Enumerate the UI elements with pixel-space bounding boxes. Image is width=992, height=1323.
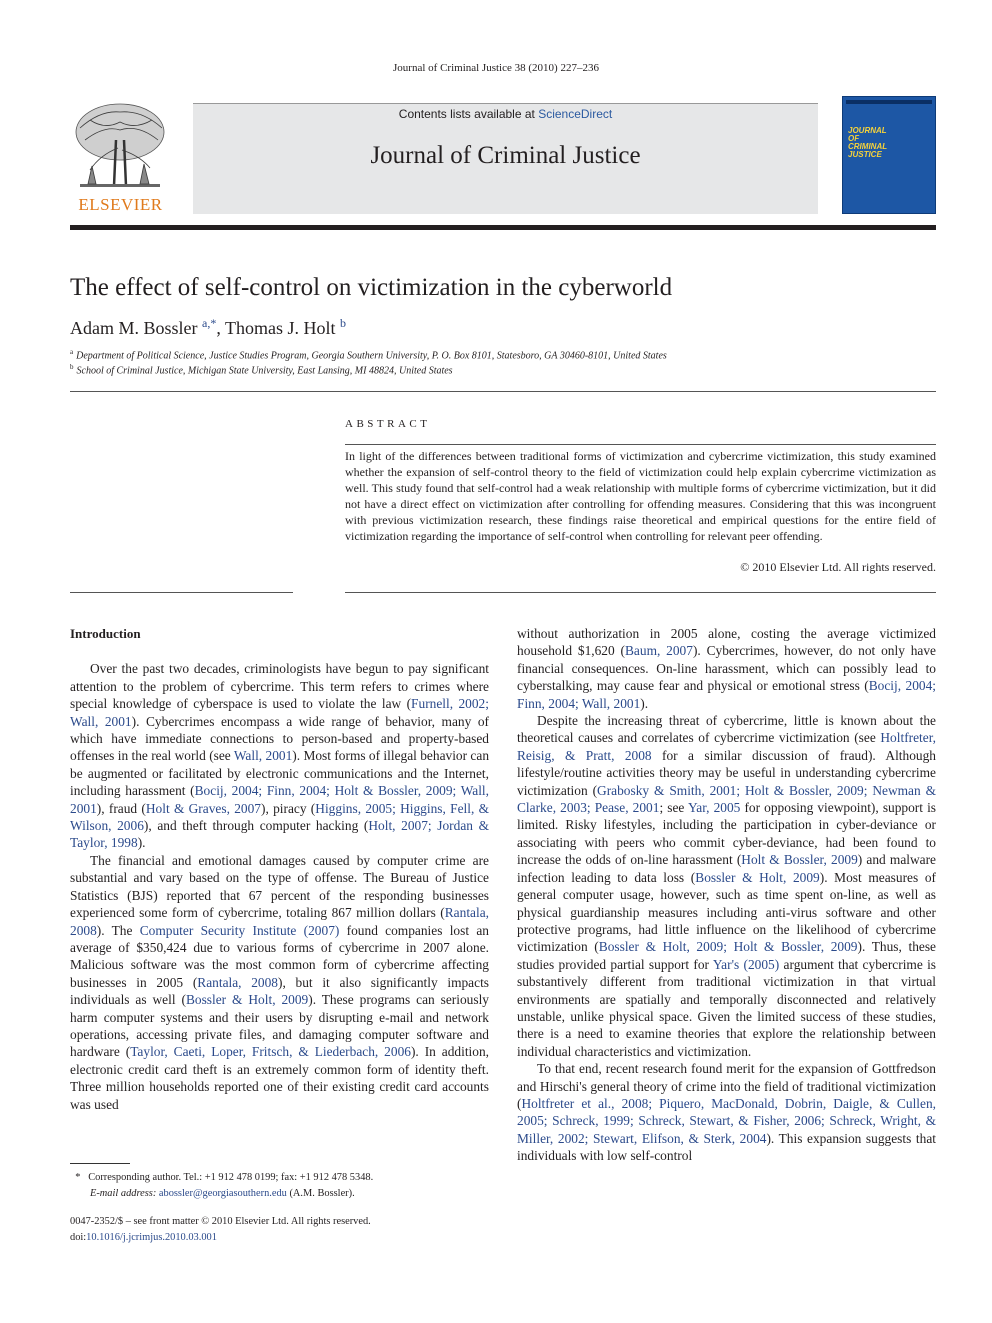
doi-prefix: doi: <box>70 1232 87 1243</box>
citation-link[interactable]: Holt & Graves, 2007 <box>145 800 261 816</box>
author-list <box>70 316 346 339</box>
cover-strip <box>846 100 932 104</box>
issn-line: 0047-2352/$ – see front matter © 2010 Elsevier Ltd. All rights reserved. <box>70 1216 371 1227</box>
citation-link[interactable]: Rantala, 2008 <box>197 974 279 990</box>
abstract-heading: ABSTRACT <box>345 418 431 430</box>
text-run: ). These programs can seriously harm computer systems and their users by disrupting e-mail and network operations, accessing private files, and damaging computer software and hardware ( <box>70 992 489 1060</box>
citation-link[interactable]: Holt, 2007; Jordan & Taylor, 1998 <box>70 818 489 851</box>
footnote-email <box>70 1186 489 1202</box>
text-run: ), fraud ( <box>96 800 146 816</box>
cover-title <box>848 127 887 159</box>
text-run: ) and malware infection leading to data loss ( <box>517 852 936 885</box>
citation-link[interactable]: Bocij, 2004; Finn, 2004; Holt & Bossler, 2009; Wall, 2001 <box>70 783 489 816</box>
elsevier-logo <box>70 100 171 214</box>
citation-link[interactable]: Furnell, 2002; Wall, 2001 <box>70 696 489 729</box>
header-rule <box>70 225 936 230</box>
text-run: for opposing viewpoint), support is limited. Risky lifestyles, including the participation in cyber-deviance or associating with peers who commit cyber-deviance, had been found to increase the odds of on-line harassment ( <box>517 800 937 868</box>
affiliation-a <box>70 348 667 361</box>
journal-header <box>193 103 818 214</box>
citation-link[interactable]: Computer Security Institute (2007) <box>139 922 340 938</box>
text-run: ). <box>640 695 649 711</box>
text-run: To that end, recent research found merit for the expansion of Gottfredson and Hirschi's general theory of crime into the field of traditional victimization ( <box>517 1061 936 1111</box>
citation-link[interactable]: Higgins, 2005; Higgins, Fell, & Wilson, 2006 <box>70 800 490 834</box>
cover-title-word: JUSTICE <box>848 150 882 159</box>
body-column-right <box>517 625 936 1165</box>
doi-link[interactable]: 10.1016/j.jcrimjus.2010.03.001 <box>86 1232 217 1243</box>
text-run: ). <box>137 835 146 851</box>
citation-link[interactable]: Taylor, Caeti, Loper, Fritsch, & Liederbach, 2006 <box>130 1044 411 1060</box>
citation-link[interactable]: Yar, 2005 <box>687 800 741 816</box>
sciencedirect-link[interactable]: ScienceDirect <box>538 107 613 121</box>
footnote-corresponding <box>70 1170 489 1186</box>
citation-link[interactable]: Holt & Bossler, 2009 <box>741 852 858 868</box>
section-heading: Introduction <box>70 626 141 641</box>
text-run: ). Most forms of illegal behavior can be augmented or facilitated by electronic communications and the Internet, including harassment ( <box>70 748 490 799</box>
elsevier-tree-icon <box>70 100 171 194</box>
affiliation-b <box>70 363 453 376</box>
journal-cover <box>842 96 936 214</box>
text-run: ), piracy ( <box>260 800 316 816</box>
text-run: ). Most measures of general computer usage, however, such as time spent on-line, as well as physical guardianship measures including anti-virus software and other protective programs, had little influence on the likelihood of cybercrime victimization ( <box>517 869 936 955</box>
author-name[interactable]: Adam M. Bossler <box>70 318 198 338</box>
text-run: ). Thus, these studies provided partial support for <box>517 939 936 972</box>
author-affiliation-mark[interactable]: a,* <box>202 316 217 330</box>
citation-link[interactable]: Bossler & Holt, 2009 <box>695 869 820 885</box>
citation-link[interactable]: Bossler & Holt, 2009 <box>185 992 309 1008</box>
publication-info <box>70 1214 371 1246</box>
text-run: ). The <box>96 922 140 938</box>
journal-citation: Journal of Criminal Justice 38 (2010) 227–236 <box>393 62 599 74</box>
journal-name: Journal of Criminal Justice <box>370 142 641 169</box>
citation-link[interactable]: Yar's (2005) <box>712 956 780 972</box>
text-run: The financial and emotional damages caused by computer crime are substantial and vary based on the type of offense. The Bureau of Justice Statistics (BJS) reported that 67 percent of the responding businesses experienced some form of cybercrime, totaling 867 million dollars ( <box>70 852 489 921</box>
citation-link[interactable]: Grabosky & Smith, 2001; Holt & Bossler, 2009; Newman & Clarke, 2003; Pease, 2001 <box>517 782 936 816</box>
footnote-mark: * <box>75 1172 81 1183</box>
text-run: without authorization in 2005 alone, costing the average victimized household $1,620 ( <box>517 626 936 659</box>
footnote-rule <box>70 1163 130 1164</box>
citation-link[interactable]: Baum, 2007 <box>625 643 693 659</box>
abstract-text: In light of the differences between traditional forms of victimization and cybercrime victimization, this study examined whether the expansion of self-control theory to the field of victimization could help explain cybercrime victimization as well. This study found that self-control had a weak relationship with multiple forms of cybercrime victimization, but it did not have a direct effect on victimization after controlling for offending measures. Considering that this was incongruent with previous victimization research, these findings raise theoretical and empirical questions for the entire field of victimization regarding the importance of self-control when controlling for relevant peer offending. <box>345 449 936 543</box>
citation-link[interactable]: Holtfreter et al., 2008; Piquero, MacDonald, Dobrin, Daigle, & Cullen, 2005; Schreck, 1999; Schreck, Stewart, & Fisher, 2006; Schreck, Wright, & Miller, 2002; Stewart, Elifson, & Sterk, 2004 <box>517 1095 936 1146</box>
text-run: ), but it also significantly impacts individuals as well ( <box>70 974 489 1008</box>
footnote-text: Corresponding author. Tel.: +1 912 478 0199; fax: +1 912 478 5348. <box>88 1172 374 1183</box>
cover-title-word: JOURNAL <box>848 126 887 135</box>
affiliation-mark: b <box>70 363 74 371</box>
author-affiliation-mark[interactable]: b <box>340 316 347 330</box>
copyright-notice: © 2010 Elsevier Ltd. All rights reserved. <box>740 560 936 574</box>
email-suffix: (A.M. Bossler). <box>286 1188 355 1199</box>
divider <box>70 391 936 392</box>
text-run: ). This expansion suggests that individuals with low self-control <box>517 1130 936 1164</box>
publisher-name: ELSEVIER <box>78 195 163 214</box>
affiliation-mark: a <box>70 348 74 356</box>
text-run: ; see <box>659 800 688 816</box>
body-column-left <box>70 625 489 1113</box>
divider <box>345 444 936 445</box>
paragraph <box>517 1060 936 1164</box>
footnote <box>70 1170 489 1202</box>
article-title: The effect of self-control on victimization in the cyberworld <box>70 274 673 301</box>
text-run: ), and theft through computer hacking ( <box>143 818 369 834</box>
author-separator: , <box>216 318 226 338</box>
author-name[interactable]: Thomas J. Holt <box>225 318 336 338</box>
divider <box>345 592 936 593</box>
affiliation-text: School of Criminal Justice, Michigan State University, East Lansing, MI 48824, United States <box>76 365 453 377</box>
email-link[interactable]: abossler@georgiasouthern.edu <box>158 1188 287 1199</box>
text-run: ). Cybercrimes encompass a wide range of behavior, many of which have immediate connections to person-based and property-based offenses in the real world (see <box>70 713 489 764</box>
citation-link[interactable]: Holtfreter, Reisig, & Pratt, 2008 <box>517 730 936 763</box>
paragraph <box>517 625 936 712</box>
citation-link[interactable]: Rantala, 2008 <box>70 905 489 938</box>
text-run: Over the past two decades, criminologists have begun to pay significant attention to the problem of cybercrime. This term refers to crimes where special knowledge of cyberspace is used to violate the law ( <box>70 661 489 712</box>
text-run: ). Cybercrimes, however, do not only have financial consequences. On-line harassment, which can possibly lead to cyberstalking, may cause fear and physical or emotional stress ( <box>517 643 936 694</box>
affiliation-text: Department of Political Science, Justice Studies Program, Georgia Southern University, P. O. Box 8101, Statesboro, GA 30460-8101, United States <box>76 350 667 362</box>
cover-title-word: OF <box>848 134 860 143</box>
contents-availability <box>193 107 818 121</box>
text-run: argument that cybercrime is substantively different from traditional victimization in that virtual environments are spatially and temporally disconnected and relatively unstable, unlike physical space. Given the limited success of these studies, there is a need to examine theories that explore the relationship between individual characteristics and victimization. <box>517 956 937 1059</box>
citation-link[interactable]: Wall, 2001 <box>233 748 293 764</box>
text-run: for a similar discussion of fraud). Although lifestyle/routine activities theory may be useful in understanding cybercrime victimization ( <box>517 747 937 798</box>
paragraph <box>70 852 489 1113</box>
contents-prefix: Contents lists available at <box>398 107 539 121</box>
text-run: Despite the increasing threat of cybercrime, little is known about the theoretical causes and correlates of cybercrime victimization (see <box>517 713 936 746</box>
cover-title-word: CRIMINAL <box>848 142 888 151</box>
citation-link[interactable]: Bossler & Holt, 2009; Holt & Bossler, 2009 <box>598 939 858 955</box>
text-run: found companies lost an average of $350,424 due to various forms of cybercrime in 2007 alone. Malicious software was the most common form of cybercrime affecting businesses in 2005 ( <box>70 922 489 990</box>
text-run: ). In addition, electronic credit card theft is an extremely common form of identity theft. Three million households reported one of their existing credit card accounts was used <box>70 1044 489 1112</box>
citation-link[interactable]: Bocij, 2004; Finn, 2004; Wall, 2001 <box>517 678 936 711</box>
doi-line <box>70 1230 371 1246</box>
paragraph <box>517 712 936 1060</box>
paragraph <box>70 660 489 851</box>
divider <box>70 592 293 593</box>
email-label: E-mail address: <box>90 1188 157 1199</box>
